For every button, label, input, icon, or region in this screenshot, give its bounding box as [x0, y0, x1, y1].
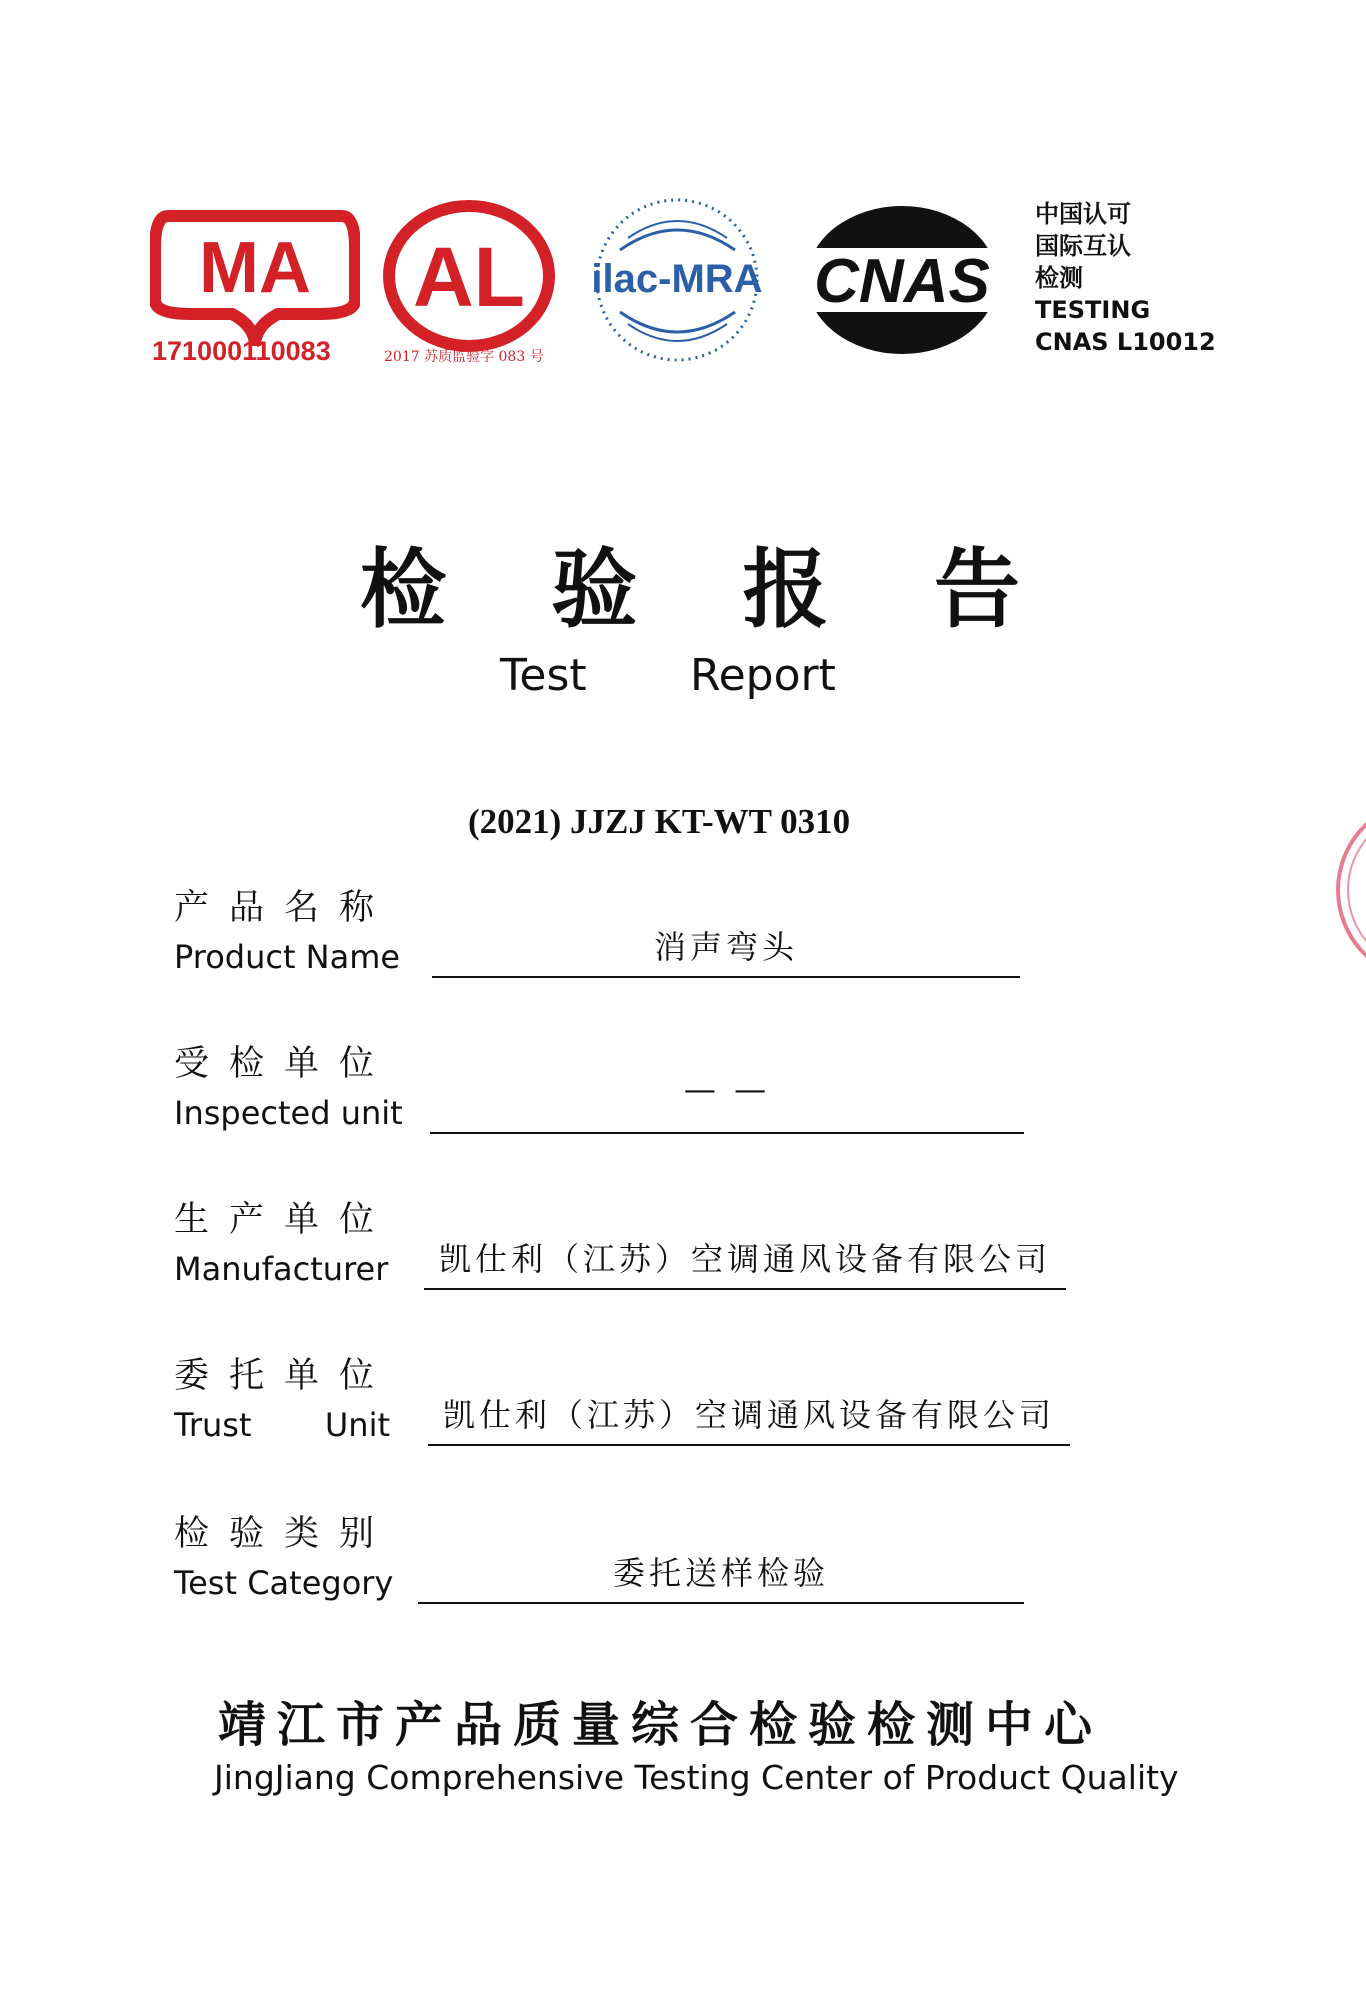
cnas-line: 检测 — [1035, 264, 1083, 292]
field-value: 凯仕利（江苏）空调通风设备有限公司 — [442, 1396, 1055, 1434]
svg-text:ilac-MRA: ilac-MRA — [591, 257, 763, 301]
title-char: 检 — [360, 539, 446, 640]
field-inspected-unit — [0, 1036, 1366, 1166]
title-char: 报 — [742, 539, 829, 640]
svg-text:AL: AL — [413, 230, 525, 324]
svg-text:MA: MA — [199, 228, 311, 308]
underline — [430, 1132, 1024, 1134]
underline — [424, 1288, 1066, 1290]
organization-name-cn: 靖江市产品质量综合检验检测中心 — [218, 1697, 1104, 1753]
cal-logo — [380, 198, 558, 364]
cnas-line: 中国认可 — [1035, 200, 1131, 228]
cal-code: 2017 苏质监验字 083 号 — [384, 349, 544, 365]
underline — [432, 976, 1020, 978]
label-cn: 检验类别 — [174, 1514, 395, 1554]
title-char: 验 — [551, 539, 638, 640]
field-manufacturer — [0, 1192, 1366, 1322]
label-en-word: Unit — [324, 1406, 390, 1444]
field-value: — — — [683, 1070, 771, 1108]
field-value: 凯仕利（江苏）空调通风设备有限公司 — [438, 1240, 1051, 1278]
cnas-line: CNAS L10012 — [1035, 328, 1216, 356]
field-test-category — [0, 1506, 1366, 1636]
title-char: 告 — [933, 539, 1020, 640]
label-en: Product Name — [174, 938, 401, 976]
ilac-mra-logo — [590, 190, 765, 370]
label-cn: 产品名称 — [174, 888, 395, 928]
underline — [418, 1602, 1024, 1604]
field-trust-unit — [0, 1348, 1366, 1478]
field-value: 委托送样检验 — [612, 1554, 829, 1592]
field-value: 消声弯头 — [653, 928, 798, 966]
label-cn: 生产单位 — [174, 1200, 395, 1240]
label-en: Inspected unit — [174, 1094, 403, 1132]
official-seal — [1318, 790, 1366, 990]
organization-name-en: JingJiang Comprehensive Testing Center of Product Quality — [214, 1758, 1179, 1797]
cnas-accreditation-text — [1035, 198, 1216, 358]
report-title-en-test: Test — [500, 650, 587, 701]
label-en: Test Category — [174, 1564, 394, 1602]
svg-text:CNAS: CNAS — [814, 247, 990, 316]
cnas-line: TESTING — [1035, 296, 1151, 324]
label-cn: 受检单位 — [174, 1044, 395, 1084]
report-title-cn — [360, 520, 1020, 644]
cnas-line: 国际互认 — [1035, 232, 1131, 260]
label-cn: 委托单位 — [174, 1356, 395, 1396]
underline — [428, 1444, 1070, 1446]
report-title-en-report: Report — [690, 650, 836, 701]
cma-code: 171000110083 — [152, 336, 331, 366]
label-en: Manufacturer — [174, 1250, 389, 1288]
label-en-word: Trust — [174, 1406, 252, 1444]
report-number: (2021) JJZJ KT-WT 0310 — [468, 802, 851, 841]
field-product-name — [0, 880, 1366, 1010]
label-en — [174, 1406, 390, 1444]
cnas-logo — [800, 200, 1005, 360]
